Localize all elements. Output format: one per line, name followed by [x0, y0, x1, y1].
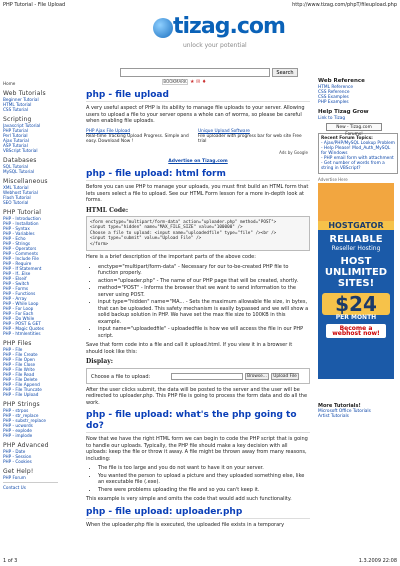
upload-demo-form: [86, 368, 310, 384]
nav-item[interactable]: PHP - File Truncate: [3, 387, 42, 392]
nav-section-title: Databases: [3, 157, 37, 164]
nav-item[interactable]: PHP - For Each: [3, 311, 34, 316]
list-item: • input type="hidden" name="MA... - Sets the maximum allowable file size, in bytes, that can be uploaded. This safety mechanism is easily bypassed and we will show a solid backup solution in PHP. We have set the max file size to 100KB in this example.: [98, 299, 310, 325]
nav-item[interactable]: PHP - htmlentities: [3, 331, 41, 336]
save-form-paragraph: Save that form code into a file and call it upload.html. If you view it in a browser it should look like this:: [86, 342, 293, 355]
nav-item[interactable]: PHP - Strings: [3, 241, 31, 246]
nav-item[interactable]: PHP - File Delete: [3, 377, 38, 382]
nav-section-title: PHP Files: [3, 340, 32, 347]
ref-link[interactable]: CSS Reference: [318, 90, 350, 95]
nav-item[interactable]: PHP - File Read: [3, 372, 35, 377]
right-sidebar: [318, 78, 398, 379]
print-timestamp: 1.3.2009 22:08: [358, 558, 397, 564]
site-logo[interactable]: [153, 14, 285, 56]
nav-item[interactable]: Ajax Tutorial: [3, 138, 29, 143]
help-title: Help Tizag Grow: [318, 109, 369, 115]
forums-button[interactable]: New - Tizag.com Forums!: [326, 123, 382, 131]
nav-item[interactable]: PHP - explode: [3, 428, 32, 433]
search-input[interactable]: [120, 68, 270, 77]
list-item: • action="uploader.php" - The name of our PHP page that will be created, shortly.: [98, 278, 310, 285]
ads-by-google[interactable]: Ads by Google: [279, 149, 308, 155]
nav-item[interactable]: PHP - Switch: [3, 281, 30, 286]
nav-item[interactable]: PHP - Forms: [3, 286, 29, 291]
more-tutorials: [318, 404, 398, 419]
ad-1-text: Real-time Tracking Upload Progress. Simple and easy. Download Now !: [86, 133, 189, 144]
nav-section-title: Miscellaneous: [3, 178, 48, 185]
nav-item[interactable]: CSS Tutorial: [3, 107, 28, 112]
nav-item[interactable]: PHP - Functions: [3, 291, 36, 296]
nav-item[interactable]: PHP - If...Else: [3, 271, 31, 276]
nav-item[interactable]: PHP - implode: [3, 433, 33, 438]
page-title: php - file upload: [86, 90, 310, 102]
nav-item[interactable]: PHP - Echo: [3, 236, 26, 241]
nav-item[interactable]: PHP - If Statement: [3, 266, 42, 271]
nav-item[interactable]: PHP - File Close: [3, 362, 36, 367]
link-to-tizag[interactable]: Link to Tizag: [318, 116, 346, 121]
nav-item[interactable]: PHP - Cookies: [3, 459, 32, 464]
nav-section-title: PHP Tutorial: [3, 209, 42, 216]
file-path-input[interactable]: [171, 373, 243, 380]
after-submit-paragraph: After the user clicks submit, the data will be posted to the server and the user will be redirected to uploader.php. This PHP file is going to process the form data and do all the work.: [86, 386, 308, 406]
nav-item[interactable]: MySQL Tutorial: [3, 169, 35, 174]
section-title-php: php - file upload: what's the php going to do?: [86, 410, 310, 433]
recent-topics-box: [318, 133, 398, 174]
nav-item[interactable]: PHP - str_replace: [3, 413, 39, 418]
section-title-uploader: php - file upload: uploader.php: [86, 507, 310, 519]
nav-home[interactable]: Home: [3, 81, 16, 86]
nav-item[interactable]: PHP - File Upload: [3, 392, 39, 397]
nav-item[interactable]: Perl Tutorial: [3, 133, 28, 138]
nav-section-title: PHP Advanced: [3, 442, 49, 449]
nav-item[interactable]: PHP - Date: [3, 449, 26, 454]
more-link[interactable]: Artist Tutorials: [318, 414, 349, 419]
nav-item[interactable]: PHP - Require: [3, 261, 32, 266]
nav-item[interactable]: Webhost Tutorial: [3, 190, 38, 195]
share-icons[interactable]: ★ ✉ ♦: [190, 79, 207, 85]
nav-item[interactable]: PHP - Include File: [3, 256, 39, 261]
nav-item[interactable]: VBScript Tutorial: [3, 148, 38, 153]
ad-line-4: UNLIMITED: [324, 267, 388, 278]
nav-item[interactable]: PHP - Operators: [3, 246, 37, 251]
ad-brand: HOSTGATOR: [318, 221, 394, 230]
ref-link[interactable]: CSS Examples: [318, 95, 349, 100]
recent-topic[interactable]: - Get number of words from a string in VBScript?: [321, 161, 385, 171]
nav-item[interactable]: PHP - Introduction: [3, 216, 41, 221]
nav-item[interactable]: PHP - strpos: [3, 408, 29, 413]
left-navigation: [3, 81, 58, 490]
nav-item[interactable]: PHP - Array: [3, 296, 27, 301]
nav-contact[interactable]: Contact Us: [3, 485, 26, 490]
php-paragraph: Now that we have the right HTML form we can begin to code the PHP script that is going to handle our uploads. Typically, the PHP file should make a key decision with all uploads: keep the file or throw it away. A file might be thrown away from many reasons, including:: [86, 436, 308, 462]
search-bar: [120, 68, 300, 78]
list-item: • The file is too large and you do not want to have it on your server.: [98, 465, 310, 472]
ad-line-5: SITES!: [337, 278, 375, 289]
nav-item[interactable]: PHP - For Loop: [3, 306, 34, 311]
code-description: Here is a brief description of the important parts of the above code:: [86, 254, 256, 261]
ad-1[interactable]: [86, 129, 196, 144]
nav-item[interactable]: PHP - Variables: [3, 231, 35, 236]
more-tutorials-title: More Tutorials!: [318, 403, 361, 409]
print-header: [0, 0, 400, 10]
nav-item[interactable]: PHP - Installation: [3, 221, 39, 226]
advertise-link[interactable]: Advertise on Tizag.com: [168, 158, 228, 164]
nav-item[interactable]: HTML Tutorial: [3, 102, 32, 107]
site-header: [0, 10, 400, 76]
share-toolbar: [86, 78, 310, 86]
web-reference-title: Web Reference: [318, 78, 365, 84]
list-item: • method="POST" - Informs the browser that we want to send information to the server using POST.: [98, 285, 310, 298]
ad-cta[interactable]: Become a webhost now!: [326, 324, 386, 338]
nav-item[interactable]: PHP - Session: [3, 454, 32, 459]
search-button[interactable]: Search: [272, 68, 298, 77]
nav-item[interactable]: PHP - ucwords: [3, 423, 33, 428]
nav-item[interactable]: Javascript Tutorial: [3, 123, 41, 128]
main-content: [86, 78, 310, 528]
nav-item[interactable]: PHP - POST & GET: [3, 321, 41, 326]
google-ads: [86, 129, 310, 157]
list-item: • There were problems uploading the file and so you can't keep it.: [98, 487, 310, 494]
nav-item[interactable]: SEO Tutorial: [3, 200, 29, 205]
globe-icon: [153, 18, 173, 38]
ad-2-title[interactable]: Unique Upload Software: [198, 128, 250, 134]
recent-topic[interactable]: - Help Please! Mod_Auth_MySQL for Windows: [321, 146, 391, 156]
nav-item[interactable]: PHP Forum: [3, 475, 26, 480]
section-title-html-form: php - file upload: html form: [86, 169, 310, 181]
ad-2-text: File uploader with progress bar for web site Free trial: [198, 133, 302, 144]
nav-section-title: Web Tutorials: [3, 90, 46, 97]
ad-line-3: HOST: [340, 256, 372, 267]
ad-price: $24: [322, 293, 390, 315]
recent-topic[interactable]: - PHP email form with attachment: [321, 156, 394, 161]
html-form-paragraph: Before you can use PHP to manage your uploads, you must first build an HTML form that lets users select a file to upload. See our HTML Form lesson for a more in-depth look at forms.: [86, 184, 309, 203]
reason-bullets: [98, 465, 310, 493]
list-item: • You wanted the person to upload a picture and they uploaded something else, like an executable file (.exe).: [98, 473, 310, 486]
display-title: Display:: [86, 358, 113, 366]
code-block: <form enctype="multipart/form-data" action="uploader.php" method="POST"> <input type="hidden" name="MAX_FILE_SIZE" value="100000" /> Choose a file to upload: <input name="uploadedfile" type="file" /><br /> <input type="submit" value="Upload File" /> </form>: [86, 216, 310, 251]
nav-section-title: PHP Strings: [3, 401, 40, 408]
ref-link[interactable]: HTML Reference: [318, 85, 353, 90]
logo-name: tizag.com: [173, 14, 285, 39]
code-title: HTML Code:: [86, 206, 129, 214]
nav-item[interactable]: Flash Tutorial: [3, 195, 31, 200]
hostgator-ad[interactable]: [318, 183, 394, 379]
ad-line-2: Reseller Hosting: [331, 245, 381, 252]
nav-item[interactable]: PHP - File Write: [3, 367, 35, 372]
ad-1-title[interactable]: PHP Ajax File Upload: [86, 128, 131, 134]
bookmark-button[interactable]: BOOKMARK: [163, 79, 187, 84]
nav-item[interactable]: PHP - While Loop: [3, 301, 39, 306]
nav-item[interactable]: PHP - File Append: [3, 382, 40, 387]
ad-month: PER MONTH: [335, 314, 377, 321]
ad-line-1: RELIABLE: [329, 234, 383, 245]
list-item: • input name="uploadedfile" - uploadedfile is how we will access the file in our PHP script.: [98, 326, 310, 339]
code-bullets: [98, 264, 310, 340]
nav-item[interactable]: Beginner Tutorial: [3, 97, 39, 102]
nav-item[interactable]: PHP - File Open: [3, 357, 35, 362]
uploader-paragraph: When the uploader.php file is executed, the uploaded file exists in a temporary: [86, 521, 285, 528]
nav-item[interactable]: PHP - File Create: [3, 352, 38, 357]
nav-section-title: Scripting: [3, 116, 32, 123]
simple-example-paragraph: This example is very simple and omits the code that would add such functionality.: [86, 496, 292, 503]
advertise-here[interactable]: Advertise Here: [318, 177, 348, 182]
nav-item[interactable]: PHP Tutorial: [3, 128, 28, 133]
print-footer: [0, 556, 400, 566]
nav-item[interactable]: ASP Tutorial: [3, 143, 28, 148]
upload-file-button[interactable]: Upload File: [271, 373, 299, 380]
nav-section-title: Get Help!: [3, 468, 34, 475]
nav-divider: [3, 482, 58, 483]
recent-topic[interactable]: - Ajax/PHP/MySQL Lookup Problem: [321, 141, 395, 146]
list-item: • enctype="multipart/form-data" - Necessary for our to-be-created PHP file to function properly.: [98, 264, 310, 277]
ref-link[interactable]: PHP Examples: [318, 100, 349, 105]
nav-item[interactable]: SQL Tutorial: [3, 164, 29, 169]
intro-paragraph: A very useful aspect of PHP is its ability to manage file uploads to your server. Allowing users to upload a file to your server opens a whole can of worms, so please be careful when enabling file uploads.: [86, 105, 305, 124]
nav-item[interactable]: PHP - File: [3, 347, 23, 352]
nav-item[interactable]: PHP - Elseif: [3, 276, 27, 281]
gator-mascot-icon: [318, 183, 394, 221]
nav-item[interactable]: PHP - substr_replace: [3, 418, 46, 423]
page-count: 1 of 3: [3, 558, 18, 564]
nav-item[interactable]: PHP - Comments: [3, 251, 39, 256]
browse-button[interactable]: Browse...: [245, 373, 269, 380]
demo-label: Choose a file to upload:: [91, 373, 151, 380]
recent-topics-title: Recent Forum Topics:: [321, 136, 373, 141]
print-header-url: http://www.tizag.com/phpT/fileupload.php: [292, 2, 397, 8]
print-header-title: PHP Tutorial - File Upload: [3, 2, 66, 8]
nav-item[interactable]: PHP - Magic Quotes: [3, 326, 44, 331]
logo-tagline: unlock your potential: [183, 42, 247, 49]
nav-item[interactable]: XML Tutorial: [3, 185, 29, 190]
ad-2[interactable]: [198, 129, 308, 144]
nav-item[interactable]: PHP - Do While: [3, 316, 35, 321]
more-link[interactable]: Microsoft Office Tutorials: [318, 409, 371, 414]
nav-item[interactable]: PHP - Syntax: [3, 226, 30, 231]
